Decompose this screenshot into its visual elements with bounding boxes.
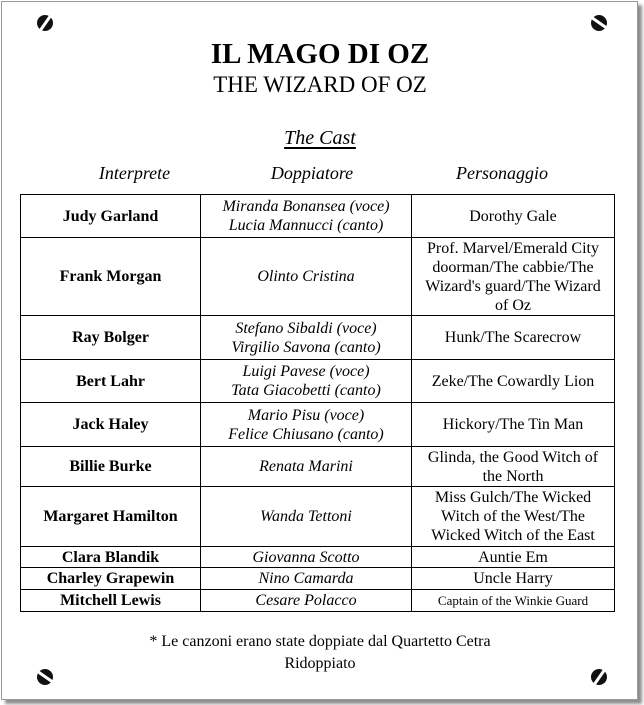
role-line: Zeke/The Cowardly Lion <box>431 372 595 390</box>
actor-cell: Charley Grapewin <box>21 568 201 590</box>
role-cell <box>412 487 615 547</box>
screw-top-left-icon <box>37 15 53 31</box>
role-line: Captain of the Winkie Guard <box>437 593 589 608</box>
role-cell <box>412 403 615 447</box>
dubber-cell <box>201 547 412 568</box>
footnote <box>2 631 638 675</box>
column-header-role: Personaggio <box>456 163 548 183</box>
role-cell <box>412 360 615 403</box>
actor-cell: Margaret Hamilton <box>21 487 201 547</box>
role-line: Auntie Em <box>478 548 548 566</box>
role-line: Prof. Marvel/Emerald City <box>427 239 599 257</box>
role-line: doorman/The cabbie/The <box>432 258 594 276</box>
role-line: Hickory/The Tin Man <box>442 416 584 433</box>
dubber-cell <box>201 403 412 447</box>
dubber-cell <box>201 447 412 487</box>
dubber-cell <box>201 238 412 316</box>
dubber-line: Renata Marini <box>259 458 353 475</box>
table-row <box>21 360 615 403</box>
title-italian: IL MAGO DI OZ <box>210 38 430 70</box>
footnote-line-2: Ridoppiato <box>284 655 356 672</box>
table-row <box>21 316 615 360</box>
actor-cell: Ray Bolger <box>21 316 201 360</box>
dubber-line: Wanda Tettoni <box>260 508 352 525</box>
cast-plaque <box>1 1 638 700</box>
cast-table-body <box>21 195 615 612</box>
table-row <box>21 238 615 316</box>
table-row <box>21 195 615 238</box>
dubber-line: Cesare Polacco <box>255 592 357 609</box>
footnote-line-1: * Le canzoni erano state doppiate dal Quartetto Cetra <box>149 633 491 650</box>
cast-table <box>20 194 615 612</box>
dubber-line: Nino Camarda <box>258 570 354 587</box>
table-row <box>21 568 615 590</box>
role-line: Wicked Witch of the East <box>431 527 595 544</box>
role-line: Dorothy Gale <box>469 207 557 225</box>
role-cell <box>412 568 615 590</box>
dubber-line: Felice Chiusano (canto) <box>228 425 384 443</box>
dubber-cell <box>201 360 412 403</box>
role-cell <box>412 238 615 316</box>
cast-heading: The Cast <box>284 127 356 149</box>
role-line: of Oz <box>495 296 531 314</box>
role-line: Hunk/The Scarecrow <box>444 329 582 346</box>
dubber-cell <box>201 487 412 547</box>
dubber-cell <box>201 195 412 238</box>
actor-cell: Bert Lahr <box>21 360 201 403</box>
role-cell <box>412 447 615 487</box>
role-cell <box>412 195 615 238</box>
actor-cell: Judy Garland <box>21 195 201 238</box>
dubber-cell <box>201 568 412 590</box>
role-line: Wizard's guard/The Wizard <box>425 277 601 295</box>
dubber-line: Luigi Pavese (voce) <box>242 363 370 380</box>
actor-cell: Mitchell Lewis <box>21 590 201 612</box>
dubber-line: Tata Giacobetti (canto) <box>231 382 381 399</box>
dubber-line: Mario Pisu (voce) <box>247 406 365 424</box>
role-cell <box>412 547 615 568</box>
dubber-line: Olinto Cristina <box>257 268 355 285</box>
actor-cell: Billie Burke <box>21 447 201 487</box>
actor-cell: Frank Morgan <box>21 238 201 316</box>
role-line: Witch of the West/The <box>441 508 585 525</box>
role-line: Glinda, the Good Witch of <box>427 448 599 466</box>
title-english: THE WIZARD OF OZ <box>213 72 427 97</box>
role-line: the North <box>482 467 544 485</box>
table-row <box>21 487 615 547</box>
actor-cell: Clara Blandik <box>21 547 201 568</box>
dubber-line: Miranda Bonansea (voce) <box>222 198 390 215</box>
actor-cell: Jack Haley <box>21 403 201 447</box>
screw-top-right-icon <box>591 15 607 31</box>
role-cell <box>412 590 615 612</box>
dubber-line: Lucia Mannucci (canto) <box>228 217 384 234</box>
table-row <box>21 447 615 487</box>
role-line: Uncle Harry <box>473 570 553 587</box>
role-line: Miss Gulch/The Wicked <box>434 489 592 506</box>
table-row <box>21 590 615 612</box>
table-row <box>21 403 615 447</box>
role-cell <box>412 316 615 360</box>
dubber-line: Giovanna Scotto <box>252 548 360 566</box>
column-header-dubber: Doppiatore <box>270 163 354 183</box>
column-header-actor: Interprete <box>98 163 171 183</box>
dubber-line: Stefano Sibaldi (voce) <box>235 319 377 337</box>
dubber-cell <box>201 316 412 360</box>
dubber-line: Virgilio Savona (canto) <box>231 338 381 356</box>
table-row <box>21 547 615 568</box>
dubber-cell <box>201 590 412 612</box>
